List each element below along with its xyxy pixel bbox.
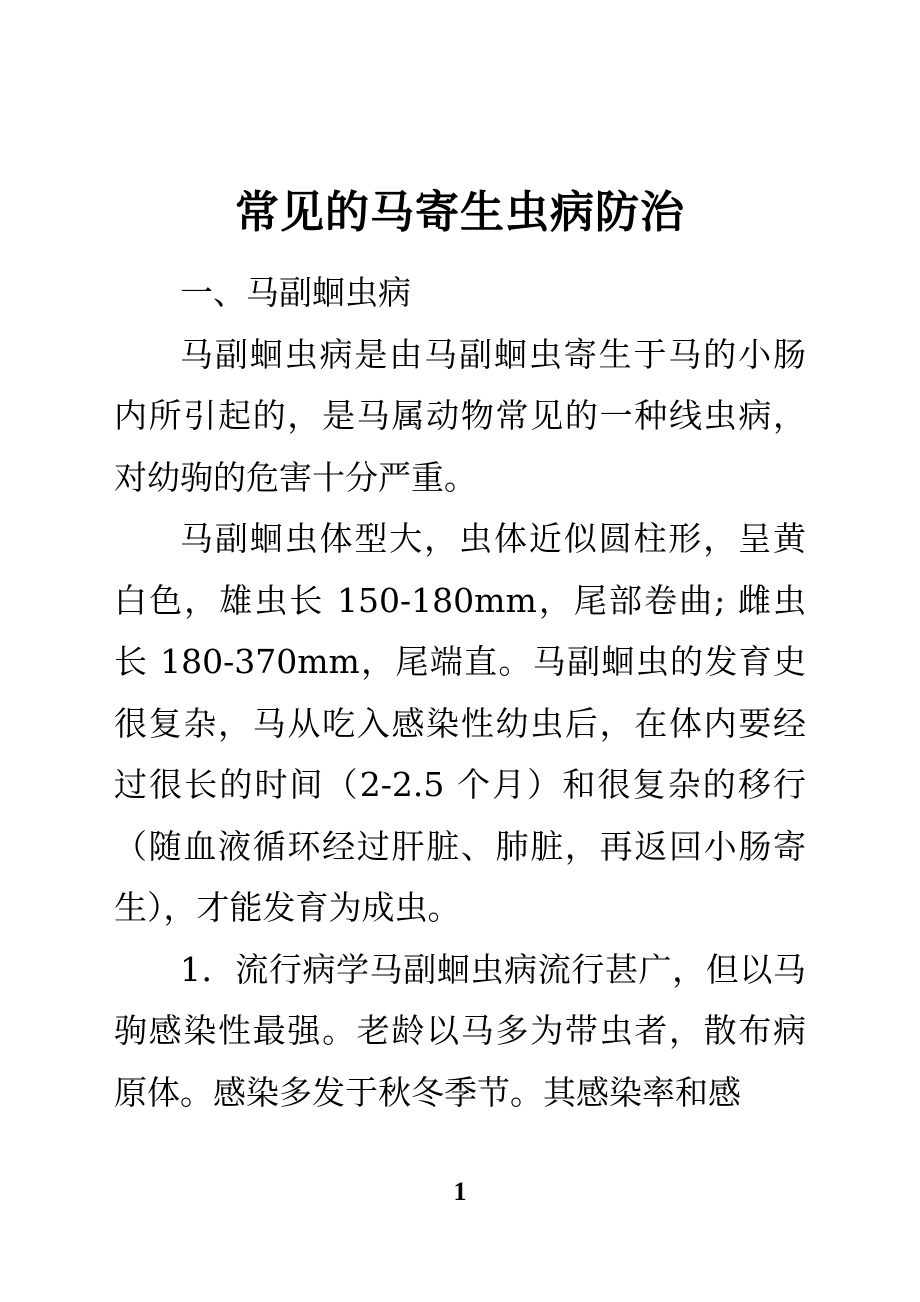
section-heading: 一、马副蛔虫病 <box>180 273 411 312</box>
document-body <box>114 262 806 1123</box>
page-number: 1 <box>453 1177 467 1206</box>
paragraph-morphology: 马副蛔虫体型大，虫体近似圆柱形，呈黄白色，雄虫长 150-180mm，尾部卷曲; 雌虫长 180-370mm，尾端直。马副蛔虫的发育史很复杂，马从吃入感染性幼虫后，在体内要经过很长的时间（2-2.5 个月）和很复杂的移行（随血液循环经过肝脏、肺脏，再返回小肠寄生），才能发育为成虫。 <box>114 519 806 927</box>
paragraph-intro: 马副蛔虫病是由马副蛔虫寄生于马的小肠内所引起的，是马属动物常见的一种线虫病，对幼驹的危害十分严重。 <box>114 334 806 497</box>
document-title: 常见的马寄生虫病防治 <box>235 187 685 239</box>
paragraph-epidemiology: 1．流行病学马副蛔虫病流行甚广，但以马驹感染性最强。老龄以马多为带虫者，散布病原体。感染多发于秋冬季节。其感染率和感 <box>114 949 806 1112</box>
